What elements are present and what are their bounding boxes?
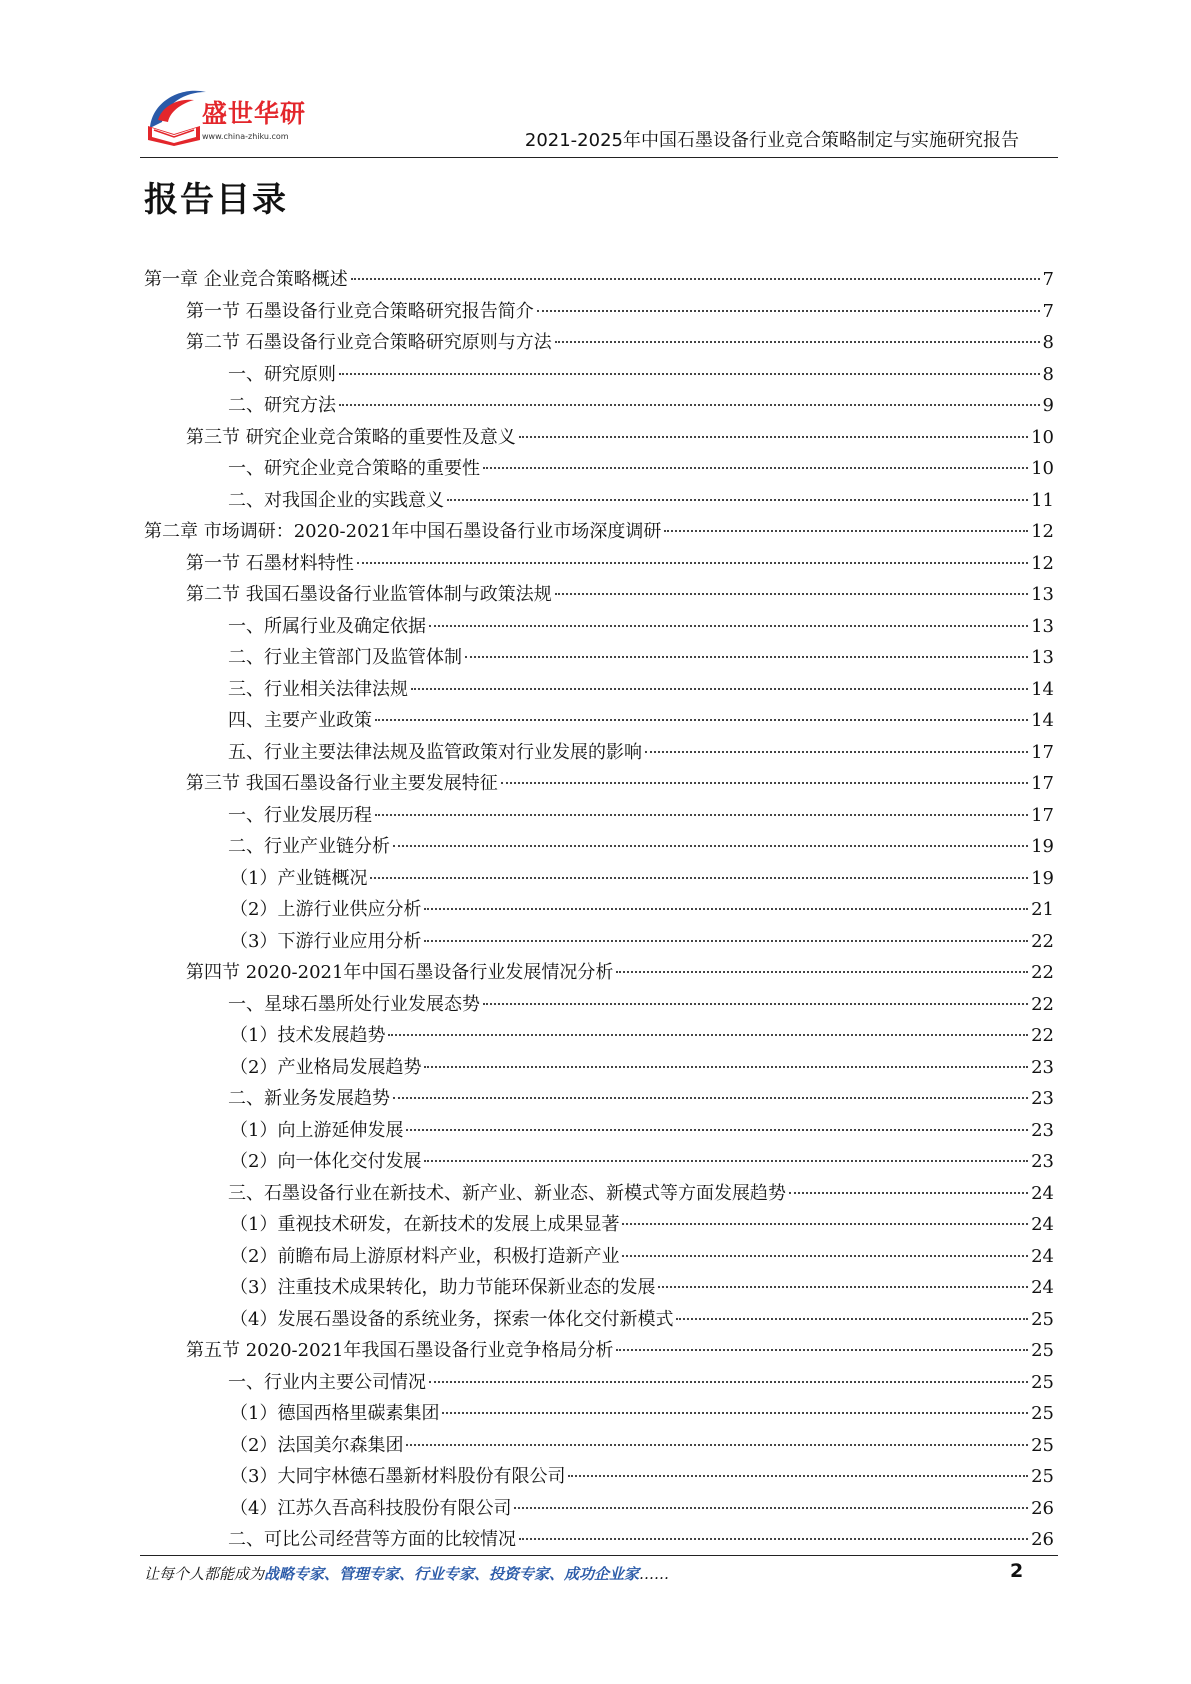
footer-divider xyxy=(140,1555,1058,1556)
toc-leader-dots xyxy=(622,1255,1028,1257)
toc-entry-label: （2）向一体化交付发展 xyxy=(230,1151,422,1172)
toc-entry[interactable] xyxy=(144,1398,1054,1430)
toc-leader-dots xyxy=(388,1034,1028,1036)
footer-slogan-trail: …… xyxy=(639,1565,670,1583)
toc-entry-page: 9 xyxy=(1042,395,1054,416)
toc-entry-label: （1）技术发展趋势 xyxy=(230,1025,386,1046)
toc-entry-page: 17 xyxy=(1031,741,1054,763)
logo-url: www.china-zhiku.com xyxy=(202,132,289,141)
toc-entry[interactable] xyxy=(144,359,1054,391)
toc-leader-dots xyxy=(442,1412,1028,1414)
toc-leader-dots xyxy=(645,751,1028,753)
toc-entry[interactable] xyxy=(144,579,1054,611)
toc-leader-dots xyxy=(555,341,1040,343)
toc-entry[interactable] xyxy=(144,1115,1054,1147)
toc-entry[interactable] xyxy=(144,831,1054,863)
toc-entry-label: （2）上游行业供应分析 xyxy=(230,899,422,920)
toc-leader-dots xyxy=(483,1003,1028,1005)
toc-leader-dots xyxy=(393,845,1028,847)
toc-entry-page: 10 xyxy=(1031,458,1054,479)
toc-entry-page: 23 xyxy=(1031,1119,1054,1141)
toc-entry-label: （1）产业链概况 xyxy=(230,867,368,889)
toc-leader-dots xyxy=(375,814,1028,816)
toc-leader-dots xyxy=(351,278,1040,280)
toc-entry-label: （1）重视技术研发，在新技术的发展上成果显著 xyxy=(230,1214,620,1235)
toc-entry-page: 14 xyxy=(1031,710,1054,731)
toc-entry[interactable] xyxy=(144,1461,1054,1493)
toc-entry[interactable] xyxy=(144,1430,1054,1462)
toc-entry-page: 14 xyxy=(1031,678,1054,700)
report-title: 2021-2025年中国石墨设备行业竞合策略制定与实施研究报告 xyxy=(524,130,1019,151)
toc-entry[interactable] xyxy=(144,327,1054,359)
toc-entry-page: 23 xyxy=(1031,1151,1054,1172)
table-of-contents xyxy=(144,264,1054,1556)
toc-entry-label: 第一节 石墨设备行业竞合策略研究报告简介 xyxy=(186,300,534,322)
toc-entry[interactable] xyxy=(144,705,1054,737)
toc-entry-label: （4）发展石墨设备的系统业务，探索一体化交付新模式 xyxy=(230,1308,674,1330)
toc-leader-dots xyxy=(568,1475,1028,1477)
toc-entry[interactable] xyxy=(144,1524,1054,1556)
toc-leader-dots xyxy=(424,1066,1028,1068)
toc-leader-dots xyxy=(664,530,1028,532)
toc-entry-page: 25 xyxy=(1031,1371,1054,1393)
toc-entry-label: （3）注重技术成果转化，助力节能环保新业态的发展 xyxy=(230,1277,656,1298)
toc-leader-dots xyxy=(465,656,1028,658)
toc-entry-label: 第二章 市场调研：2020-2021年中国石墨设备行业市场深度调研 xyxy=(144,521,662,542)
toc-leader-dots xyxy=(537,310,1040,312)
toc-leader-dots xyxy=(658,1286,1028,1288)
toc-entry-label: 一、研究企业竞合策略的重要性 xyxy=(228,458,480,479)
toc-entry-label: （1）德国西格里碳素集团 xyxy=(230,1403,440,1424)
toc-entry-page: 26 xyxy=(1031,1529,1054,1550)
toc-entry-label: 二、研究方法 xyxy=(228,395,336,416)
toc-leader-dots xyxy=(676,1318,1028,1320)
toc-entry[interactable] xyxy=(144,1083,1054,1115)
toc-leader-dots xyxy=(447,499,1028,501)
toc-entry[interactable] xyxy=(144,863,1054,895)
toc-entry[interactable] xyxy=(144,453,1054,485)
toc-entry-label: 一、行业内主要公司情况 xyxy=(228,1371,426,1393)
toc-leader-dots xyxy=(789,1192,1028,1194)
toc-entry-label: 第二节 石墨设备行业竞合策略研究原则与方法 xyxy=(186,332,552,353)
toc-entry-page: 24 xyxy=(1031,1277,1054,1298)
toc-leader-dots xyxy=(357,562,1028,564)
toc-entry-page: 17 xyxy=(1031,804,1054,826)
toc-entry[interactable] xyxy=(144,516,1054,548)
toc-entry-label: （2）前瞻布局上游原材料产业，积极打造新产业 xyxy=(230,1245,620,1267)
toc-entry-page: 21 xyxy=(1031,899,1054,920)
toc-entry-label: 二、行业主管部门及监管体制 xyxy=(228,647,462,668)
toc-heading: 报告目录 xyxy=(144,180,288,220)
toc-entry-page: 22 xyxy=(1031,930,1054,952)
toc-entry-label: 四、主要产业政策 xyxy=(228,710,372,731)
toc-entry[interactable] xyxy=(144,800,1054,832)
toc-entry[interactable] xyxy=(144,296,1054,328)
toc-entry-label: 第一章 企业竞合策略概述 xyxy=(144,269,348,290)
toc-entry-label: 三、行业相关法律法规 xyxy=(228,678,408,700)
toc-entry-page: 12 xyxy=(1031,552,1054,574)
toc-leader-dots xyxy=(411,688,1028,690)
toc-entry-page: 22 xyxy=(1031,993,1054,1015)
toc-entry[interactable] xyxy=(144,926,1054,958)
toc-entry-label: 二、行业产业链分析 xyxy=(228,836,390,857)
toc-entry[interactable] xyxy=(144,1209,1054,1241)
footer-slogan-highlight: 战略专家、管理专家、行业专家、投资专家、成功企业家 xyxy=(264,1565,640,1583)
toc-entry-label: 二、新业务发展趋势 xyxy=(228,1088,390,1109)
toc-entry-page: 7 xyxy=(1042,269,1054,290)
toc-entry-page: 24 xyxy=(1031,1182,1054,1204)
toc-entry-page: 17 xyxy=(1031,773,1054,794)
toc-leader-dots xyxy=(339,373,1040,375)
toc-entry-label: 第一节 石墨材料特性 xyxy=(186,552,354,574)
toc-entry-label: 一、行业发展历程 xyxy=(228,804,372,826)
toc-leader-dots xyxy=(424,1160,1028,1162)
toc-entry-page: 8 xyxy=(1042,332,1054,353)
toc-leader-dots xyxy=(519,1538,1028,1540)
toc-leader-dots xyxy=(429,625,1028,627)
footer-slogan-lead: 让每个人都能成为 xyxy=(144,1565,265,1583)
toc-entry[interactable] xyxy=(144,611,1054,643)
toc-entry-page: 25 xyxy=(1031,1466,1054,1487)
toc-entry[interactable] xyxy=(144,1367,1054,1399)
page-number: 2 xyxy=(1010,1560,1024,1582)
toc-entry[interactable] xyxy=(144,1241,1054,1273)
toc-entry[interactable] xyxy=(144,264,1054,296)
toc-entry[interactable] xyxy=(144,390,1054,422)
toc-leader-dots xyxy=(514,1507,1028,1509)
toc-entry-page: 19 xyxy=(1031,867,1054,889)
toc-entry-label: 五、行业主要法律法规及监管政策对行业发展的影响 xyxy=(228,741,642,763)
toc-entry-label: 第四节 2020-2021年中国石墨设备行业发展情况分析 xyxy=(186,962,614,983)
toc-entry-page: 13 xyxy=(1031,647,1054,668)
toc-entry-page: 26 xyxy=(1031,1497,1054,1519)
toc-leader-dots xyxy=(501,782,1028,784)
toc-entry-label: 二、对我国企业的实践意义 xyxy=(228,489,444,511)
toc-entry-page: 12 xyxy=(1031,521,1054,542)
toc-entry[interactable] xyxy=(144,642,1054,674)
toc-entry-label: 第五节 2020-2021年我国石墨设备行业竞争格局分析 xyxy=(186,1340,614,1361)
toc-entry[interactable] xyxy=(144,1052,1054,1084)
header-divider xyxy=(140,157,1058,158)
toc-entry-page: 22 xyxy=(1031,962,1054,983)
toc-leader-dots xyxy=(424,940,1028,942)
toc-entry[interactable] xyxy=(144,957,1054,989)
toc-entry-page: 24 xyxy=(1031,1214,1054,1235)
toc-entry-page: 24 xyxy=(1031,1245,1054,1267)
toc-entry[interactable] xyxy=(144,1178,1054,1210)
toc-entry-page: 13 xyxy=(1031,615,1054,637)
toc-entry[interactable] xyxy=(144,1272,1054,1304)
toc-entry-page: 22 xyxy=(1031,1025,1054,1046)
toc-entry[interactable] xyxy=(144,737,1054,769)
toc-entry[interactable] xyxy=(144,485,1054,517)
toc-entry[interactable] xyxy=(144,674,1054,706)
toc-entry-label: 第三节 研究企业竞合策略的重要性及意义 xyxy=(186,426,516,448)
toc-entry[interactable] xyxy=(144,894,1054,926)
toc-entry-label: 一、星球石墨所处行业发展态势 xyxy=(228,993,480,1015)
toc-leader-dots xyxy=(375,719,1028,721)
toc-entry-page: 25 xyxy=(1031,1340,1054,1361)
toc-entry[interactable] xyxy=(144,1335,1054,1367)
toc-entry-label: （2）产业格局发展趋势 xyxy=(230,1056,422,1078)
toc-entry-label: （1）向上游延伸发展 xyxy=(230,1119,404,1141)
toc-entry-page: 10 xyxy=(1031,426,1054,448)
toc-leader-dots xyxy=(406,1129,1028,1131)
toc-entry-label: 一、所属行业及确定依据 xyxy=(228,615,426,637)
toc-entry-page: 7 xyxy=(1042,300,1054,322)
toc-entry-page: 25 xyxy=(1031,1434,1054,1456)
toc-entry-label: （3）下游行业应用分析 xyxy=(230,930,422,952)
toc-leader-dots xyxy=(622,1223,1028,1225)
toc-entry-label: 第二节 我国石墨设备行业监管体制与政策法规 xyxy=(186,584,552,605)
toc-entry-label: 一、研究原则 xyxy=(228,363,336,385)
toc-entry[interactable] xyxy=(144,1304,1054,1336)
toc-entry-page: 19 xyxy=(1031,836,1054,857)
toc-leader-dots xyxy=(616,1349,1028,1351)
toc-entry[interactable] xyxy=(144,1146,1054,1178)
toc-leader-dots xyxy=(406,1444,1028,1446)
toc-entry[interactable] xyxy=(144,768,1054,800)
toc-entry[interactable] xyxy=(144,548,1054,580)
toc-entry[interactable] xyxy=(144,989,1054,1021)
toc-leader-dots xyxy=(393,1097,1028,1099)
toc-entry[interactable] xyxy=(144,422,1054,454)
company-logo xyxy=(140,82,310,148)
toc-entry-label: （2）法国美尔森集团 xyxy=(230,1434,404,1456)
toc-entry-page: 25 xyxy=(1031,1403,1054,1424)
toc-entry[interactable] xyxy=(144,1020,1054,1052)
toc-leader-dots xyxy=(483,467,1028,469)
toc-leader-dots xyxy=(555,593,1028,595)
toc-entry-page: 23 xyxy=(1031,1056,1054,1078)
toc-entry-page: 23 xyxy=(1031,1088,1054,1109)
logo-name: 盛世华研 xyxy=(202,99,307,128)
toc-entry-page: 8 xyxy=(1042,363,1054,385)
toc-entry-label: 第三节 我国石墨设备行业主要发展特征 xyxy=(186,773,498,794)
toc-leader-dots xyxy=(370,877,1028,879)
toc-leader-dots xyxy=(616,971,1028,973)
toc-entry-page: 11 xyxy=(1031,489,1054,511)
toc-entry-page: 13 xyxy=(1031,584,1054,605)
toc-entry-page: 25 xyxy=(1031,1308,1054,1330)
toc-leader-dots xyxy=(424,908,1028,910)
toc-leader-dots xyxy=(519,436,1028,438)
toc-leader-dots xyxy=(339,404,1040,406)
toc-entry-label: （3）大同宇林德石墨新材料股份有限公司 xyxy=(230,1466,566,1487)
toc-leader-dots xyxy=(429,1381,1028,1383)
toc-entry[interactable] xyxy=(144,1493,1054,1525)
toc-entry-label: （4）江苏久吾高科技股份有限公司 xyxy=(230,1497,512,1519)
toc-entry-label: 二、可比公司经营等方面的比较情况 xyxy=(228,1529,516,1550)
footer-slogan xyxy=(144,1563,669,1584)
toc-entry-label: 三、石墨设备行业在新技术、新产业、新业态、新模式等方面发展趋势 xyxy=(228,1182,786,1204)
